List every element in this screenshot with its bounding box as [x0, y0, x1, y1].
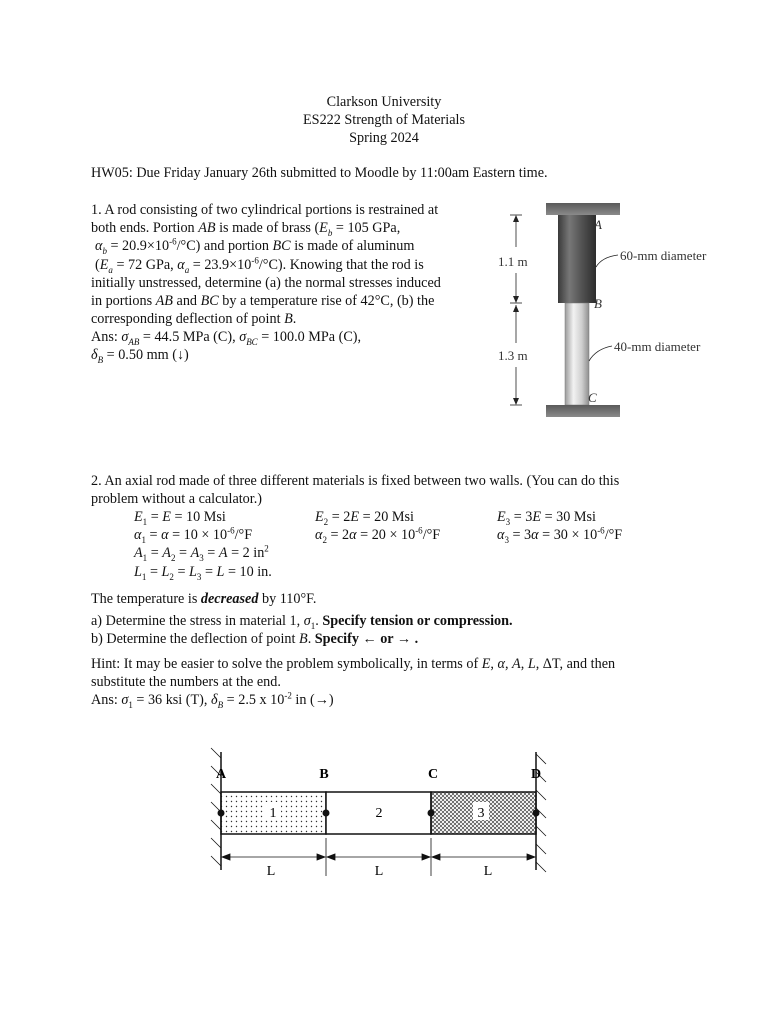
p1-line: ($E_a = 72$ GPa, $\alpha_a = 23.9\times 10^{-6}/^\circ C$). Knowing that the rod is [95, 255, 424, 275]
point-label-a: A [215, 767, 227, 782]
p1-line: initially unstressed, determine (a) the normal stresses induced [91, 275, 441, 291]
p1-line: both ends. Portion AB is made of brass ($E_b = 105$ GPa, [91, 220, 401, 238]
p2-line: problem without a calculator.) [91, 491, 262, 507]
dimension-lines [222, 854, 535, 860]
p1-line: $\alpha_b = 20.9\times 10^{-6}/^\circ C$) and portion BC is made of aluminum [95, 236, 415, 256]
hint-line: Hint: It may be easier to solve the problem symbolically, in terms of E, α, A, L, ΔT, and then [91, 656, 616, 672]
top-support [546, 203, 620, 215]
segment-3-label: 3 [477, 806, 485, 821]
given-alpha1: $\alpha_1 = \alpha = 10 \times 10^{-6}/^\circ F$ [134, 525, 253, 545]
diameter-label-bottom: 40-mm diameter [614, 339, 701, 354]
given-length: $L_1 = L_2 = L_3 = L = 10$ in. [134, 564, 272, 582]
given-area: $A_1 = A_2 = A_3 = A = 2$ $in^2$ [134, 543, 269, 563]
dimension-label-2: L [374, 864, 384, 879]
header-university: Clarkson University [326, 94, 442, 110]
segment-2-label: 2 [375, 806, 383, 821]
p2-answer: Ans: $\sigma_1 = 36$ ksi (T), $\delta_B = 2.5$ x $10^{-2}$ in (→) [91, 690, 334, 710]
given-alpha3: $\alpha_3 = 3\alpha = 30 \times 10^{-6}/^\circ F$ [497, 525, 623, 545]
homework-due-line: HW05: Due Friday January 26th submitted to Moodle by 11:00am Eastern time. [91, 165, 548, 181]
point-label-d: D [530, 767, 542, 782]
question-b: b) Determine the deflection of point B. Specify ← or → . [91, 631, 419, 647]
given-alpha2: $\alpha_2 = 2\alpha = 20 \times 10^{-6}/^\circ F$ [315, 525, 441, 545]
p1-line: 1. A rod consisting of two cylindrical portions is restrained at [91, 202, 439, 218]
segment-1-label: 1 [269, 806, 277, 821]
p1-answer: $\delta_B = 0.50$ mm (↓) [91, 347, 189, 365]
header-term: Spring 2024 [349, 130, 419, 146]
p2-line: 2. An axial rod made of three different materials is fixed between two walls. (You can do this [91, 473, 620, 489]
hint-line: substitute the numbers at the end. [91, 674, 281, 690]
p1-line: in portions AB and BC by a temperature rise of 42°C, (b) the [91, 293, 435, 309]
left-wall-hatch [211, 748, 221, 866]
three-material-rod-figure [195, 740, 570, 890]
length-label-top: 1.1 m [498, 254, 528, 269]
given-e1: $E_1 = E = 10$ Msi [134, 509, 226, 527]
brass-portion-ab [558, 215, 596, 303]
aluminum-portion-bc [565, 303, 589, 405]
given-e2: $E_2 = 2E = 20$ Msi [315, 509, 414, 527]
point-label-a: A [594, 217, 602, 232]
dimension-label-3: L [483, 864, 493, 879]
point-label-c: C [588, 390, 597, 405]
dimension-label-1: L [266, 864, 276, 879]
point-label-b: B [319, 767, 329, 782]
rod-figure [490, 195, 730, 425]
point-label-c: C [427, 767, 439, 782]
question-a: a) Determine the stress in material 1, $\sigma_1$. Specify tension or compression. [91, 613, 513, 631]
p1-answer: Ans: $\sigma_{AB} = 44.5$ MPa (C), $\sigma_{BC} = 100.0$ MPa (C), [91, 329, 362, 347]
length-label-bottom: 1.3 m [498, 348, 528, 363]
bottom-support [546, 405, 620, 417]
header-course: ES222 Strength of Materials [303, 112, 465, 128]
point-label-b: B [594, 296, 602, 311]
p1-line: corresponding deflection of point B. [91, 311, 297, 327]
given-e3: $E_3 = 3E = 30$ Msi [497, 509, 596, 527]
diameter-label-top: 60-mm diameter [620, 248, 707, 263]
temperature-line: The temperature is decreased by 110°F. [91, 591, 317, 607]
